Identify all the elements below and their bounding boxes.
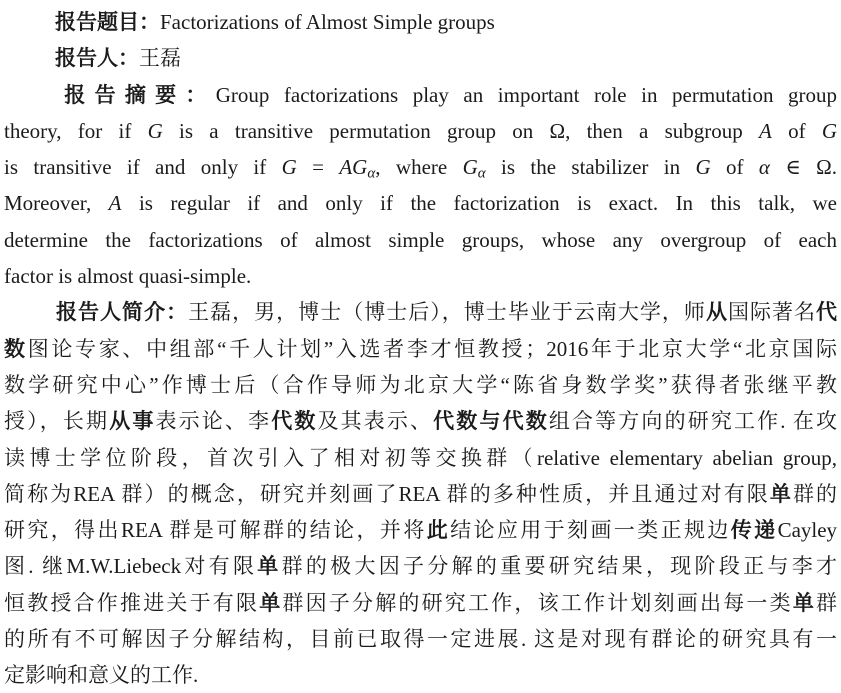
section-label: 报告人简介： [55,300,189,325]
text-line-10 [4,331,837,367]
roman-text-segment: . [28,554,43,579]
cjk-text-segment: 定影响和意义的工作 [4,663,193,688]
text-line-1 [4,4,837,40]
paragraph-indent [4,101,55,102]
cjk-text-segment: 群的 [792,481,837,506]
cjk-text-segment: 图 [4,554,29,579]
math-italic-segment: α [758,155,770,180]
roman-text-segment: REA [73,481,122,506]
cjk-text-segment: 数学研究中心”作博士后（合作导师为北京大学“陈省身数学奖”获得者张继平教 [4,372,837,397]
roman-text-segment: is regular if and only if the factorization is exact. In this talk, we [121,191,837,216]
cjk-text-segment: 继 [42,554,67,579]
cjk-bold-text-segment: 数 [4,336,28,361]
paragraph-indent [4,64,55,65]
roman-text-segment: is a transitive permutation group on Ω, then a subgroup [162,118,759,143]
text-line-12 [4,403,837,439]
cjk-text-segment: 恒教授合作推进关于有限 [4,590,260,615]
roman-text-segment: Cayley [777,518,837,543]
roman-text-segment: theory, for if [4,118,148,143]
cjk-bold-text-segment: 从事 [109,409,156,434]
cjk-text-segment: 简称为 [4,481,74,506]
section-label: 报告摘要： [55,82,216,107]
text-line-14 [4,476,837,512]
roman-text-segment: of [710,155,759,180]
text-line-3 [4,77,837,113]
cjk-bold-text-segment: 此 [426,518,451,543]
cjk-text-segment: 研究，得出 [4,518,121,543]
text-line-19 [4,657,837,693]
cjk-bold-text-segment: 代数 [271,409,318,434]
roman-text-segment: determine the factorizations of almost simple groups, whose any overgroup of each [4,227,837,252]
roman-text-segment: is the stabilizer in [485,155,696,180]
math-italic-segment: A [759,118,772,143]
cjk-text-segment: 结论应用于刻画一类正规边 [450,518,731,543]
roman-text-segment: of [771,118,822,143]
cjk-text-segment: 群是可解群的结论，并将 [169,518,427,543]
cjk-bold-text-segment: 单 [259,590,283,615]
text-line-17 [4,585,837,621]
cjk-text-segment: 年于北京大学“北京国际 [588,336,837,361]
cjk-text-segment: 及其表示、 [317,409,434,434]
cjk-bold-text-segment: 代 [816,300,837,325]
math-italic-segment: G [821,118,837,143]
cjk-text-segment: 群的多种性质，并且通过对有限 [446,481,770,506]
cjk-text-segment: 群）的概念，研究并刻画了 [121,481,399,506]
text-line-16 [4,548,837,584]
roman-text-segment: relative elementary abelian group, [536,445,837,470]
cjk-bold-text-segment: 代数与代数 [433,409,549,434]
cjk-text-segment: 对有限 [181,554,258,579]
paragraph-indent [4,28,55,29]
cjk-text-segment: 群 [816,590,837,615]
roman-text-segment: REA [120,518,170,543]
roman-text-segment: = [296,155,340,180]
cjk-bold-text-segment: 单 [792,590,817,615]
cjk-text-segment: 授），长期 [4,409,110,434]
text-line-11 [4,367,837,403]
cjk-text-segment: 王磊，男，博士（博士后），博士毕业于云南大学，师 [188,300,706,325]
section-label: 报告人： [55,46,139,71]
roman-text-segment: . [193,663,199,688]
roman-text-segment: M.W.Liebeck [66,554,182,579]
math-italic-segment: G [147,118,163,143]
cjk-bold-text-segment: 单 [257,554,282,579]
roman-text-segment: REA [398,481,447,506]
text-line-6 [4,185,837,221]
math-italic-segment: A [108,191,122,216]
text-line-7 [4,222,837,258]
math-italic-segment: G [695,155,711,180]
math-italic-segment: G [281,155,297,180]
roman-text-segment: Moreover, [4,191,109,216]
cjk-text-segment: 在攻 [792,409,837,434]
text-line-5 [4,149,837,185]
roman-text-segment: 2016 [546,336,589,361]
cjk-text-segment: 王磊 [139,46,181,71]
cjk-text-segment: 国际著名 [727,300,817,325]
cjk-bold-text-segment: 单 [769,481,793,506]
cjk-text-segment: 的所有不可解因子分解结构，目前已取得一定进展 [4,627,521,652]
math-subscript-segment: α [477,165,486,182]
math-subscript-segment: α [367,165,376,182]
cjk-text-segment: 群因子分解的研究工作，该工作计划刻画出每一类 [282,590,793,615]
text-line-18 [4,621,837,657]
cjk-bold-text-segment: 从 [705,300,728,325]
roman-text-segment: Group factorizations play an important role in permutation group [215,82,837,107]
paragraph-indent [4,318,55,319]
roman-text-segment: . [780,409,793,434]
cjk-text-segment: 读博士学位阶段，首次引入了相对初等交换群（ [4,445,537,470]
text-line-8 [4,258,837,294]
text-line-15 [4,512,837,548]
cjk-text-segment: 这是对现有群论的研究具有一 [534,627,837,652]
cjk-text-segment: 表示论、李 [155,409,272,434]
roman-text-segment: , where [375,155,463,180]
roman-text-segment: . [521,627,534,652]
cjk-text-segment: 组合等方向的研究工作 [548,409,781,434]
cjk-text-segment: 群的极大因子分解的重要研究结果，现阶段正与李才 [281,554,837,579]
text-line-13 [4,440,837,476]
cjk-bold-text-segment: 传递 [730,518,778,543]
roman-text-segment: ∈ Ω. [769,155,837,180]
math-italic-segment: G [462,155,478,180]
roman-text-segment: is transitive if and only if [4,155,282,180]
math-italic-segment: AG [339,155,368,180]
roman-text-segment: factor is almost quasi-simple. [4,264,252,289]
roman-text-segment: Factorizations of Almost Simple groups [160,10,495,34]
section-label: 报告题目： [55,10,160,34]
cjk-text-segment: 图论专家、中组部“千人计划”入选者李才恒教授； [27,336,547,361]
text-line-9 [4,294,837,330]
text-line-2 [4,40,837,76]
text-line-4 [4,113,837,149]
